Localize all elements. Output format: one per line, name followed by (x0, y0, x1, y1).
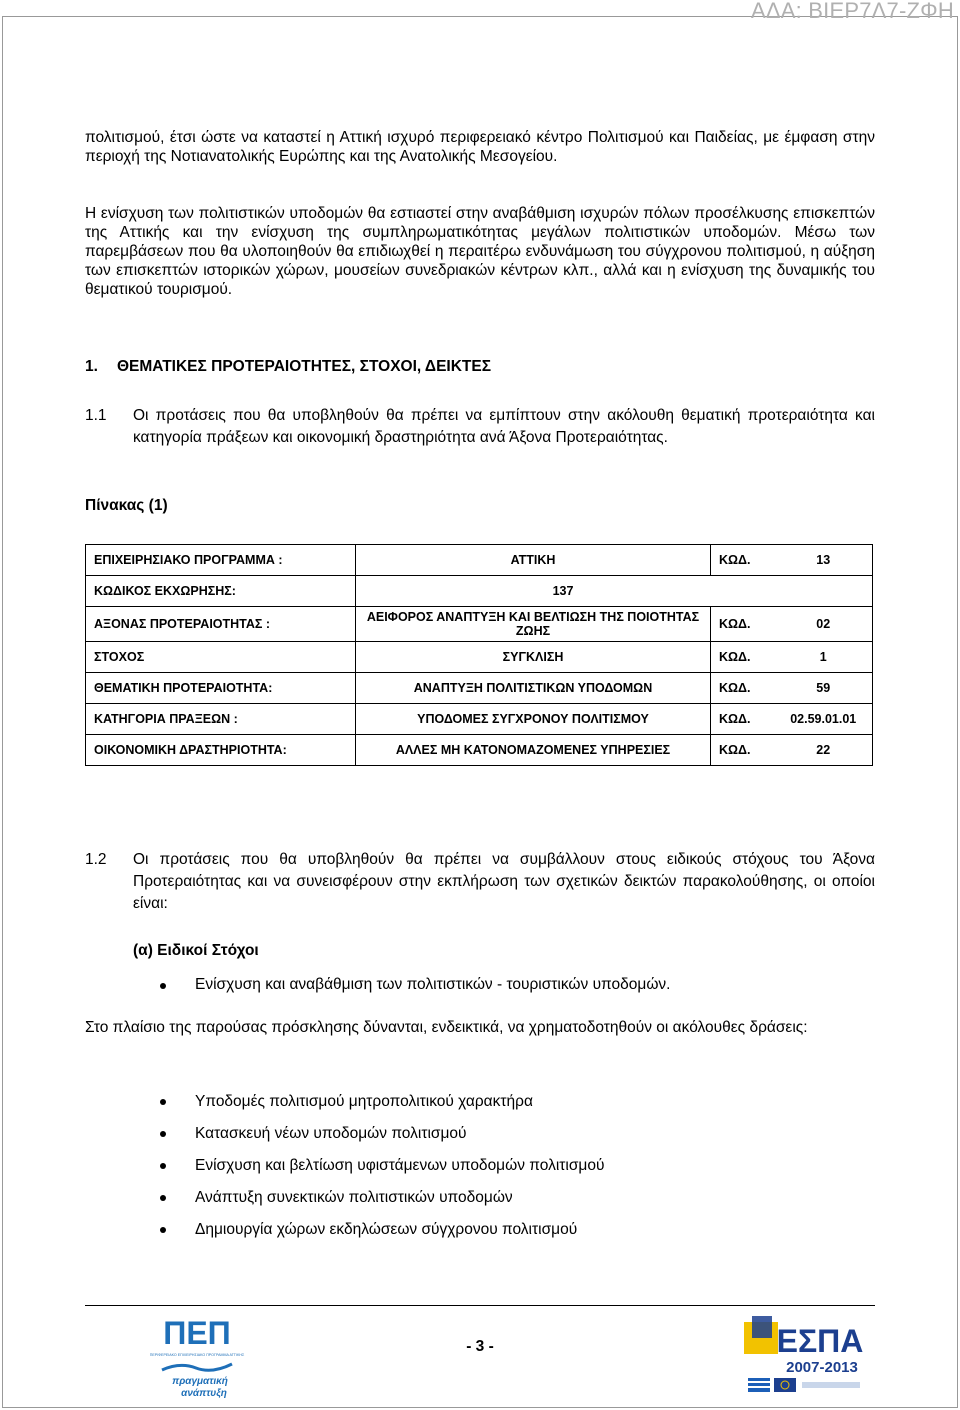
row-value: ΣΥΓΚΛΙΣΗ (356, 642, 711, 673)
table-row (86, 607, 873, 642)
row-value: ΑΤΤΙΚΗ (356, 545, 711, 576)
kod-label: ΚΩΔ. (711, 704, 783, 735)
section-number: 1. (85, 358, 98, 375)
pep-logo-name: ΠΕΠ (163, 1315, 231, 1351)
intro-section-2 (85, 204, 875, 299)
actions-list (160, 1092, 604, 1239)
row-code: 22 (783, 735, 873, 766)
row-value: ΑΕΙΦΟΡΟΣ ΑΝΑΠΤΥΞΗ ΚΑΙ ΒΕΛΤΙΩΣΗ ΤΗΣ ΠΟΙΟΤΗΤΑΣ ΖΩΗΣ (356, 607, 711, 642)
intro-paragraph-2: Η ενίσχυση των πολιτιστικών υποδομών θα εστιαστεί στην αναβάθμιση ισχυρών πόλων προσέλκυσης επισκεπτών της Αττικής και την ενίσχυση της συμπληρωματικότητας μεγάλων πολιτιστικών υποδομών. Μέσω των παρεμβάσεων που θα υλοποιηθούν θα επιδιωχθεί η περαιτέρω ενδυνάμωση του σύγχρονου πολιτισμού, η αύξηση των επισκεπτών ιστορικών χώρων, μουσείων συνεδριακών κέντρων κλπ., αλλά και η ενίσχυση της δυναμικής του θεματικού τουρισμού. (85, 205, 875, 298)
item-1-1 (85, 405, 875, 449)
row-code: 59 (783, 673, 873, 704)
kod-label: ΚΩΔ. (711, 642, 783, 673)
pep-logo-tagline-1: πραγματική (172, 1376, 228, 1387)
list-item: Κατασκευή νέων υποδομών πολιτισμού (160, 1124, 604, 1143)
row-code: 13 (783, 545, 873, 576)
actions-intro: Στο πλαίσιο της παρούσας πρόσκλησης δύνανται, ενδεικτικά, να χρηματοδοτηθούν οι ακόλουθες δράσεις: (85, 1019, 808, 1036)
kod-label: ΚΩΔ. (711, 545, 783, 576)
item-1-1-text: Οι προτάσεις που θα υποβληθούν θα πρέπει να εμπίπτουν στην ακόλουθη θεματική προτεραιότητα και κατηγορία πράξεων και οικονομική δραστηριότητα ανά Άξονα Προτεραιότητας. (133, 407, 875, 446)
kod-label: ΚΩΔ. (711, 673, 783, 704)
item-1-2-text: Οι προτάσεις που θα υποβληθούν θα πρέπει να συμβάλλουν στους ειδικούς στόχους του Άξονα Προτεραιότητας και να συνεισφέρουν στην εκπλήρωση των σχετικών δεικτών παρακολούθησης, οι οποίοι είναι: (133, 851, 875, 912)
specific-goals-list (160, 976, 670, 994)
row-code: 02 (783, 607, 873, 642)
table-row (86, 704, 873, 735)
specific-goals-heading: (α) Ειδικοί Στόχοι (133, 942, 259, 959)
actions-intro-block (85, 1017, 875, 1039)
item-1-2-number: 1.2 (85, 851, 107, 868)
intro-paragraph-1: πολιτισμού, έτσι ώστε να καταστεί η Αττική ισχυρό περιφερειακό κέντρο Πολιτισμού και Παιδείας, με έμφαση στην περιοχή της Νοτιανατολικής Ευρώπης και της Ανατολικής Μεσογείου. (85, 129, 875, 165)
row-value: ΥΠΟΔΟΜΕΣ ΣΥΓΧΡΟΝΟΥ ΠΟΛΙΤΙΣΜΟΥ (356, 704, 711, 735)
section-heading (85, 358, 491, 376)
list-item: Ενίσχυση και βελτίωση υφιστάμενων υποδομών πολιτισμού (160, 1156, 604, 1175)
table-row (86, 576, 873, 607)
kod-label: ΚΩΔ. (711, 735, 783, 766)
row-label: ΕΠΙΧΕΙΡΗΣΙΑΚΟ ΠΡΟΓΡΑΜΜΑ : (86, 545, 356, 576)
table-row (86, 642, 873, 673)
pep-logo (149, 1312, 245, 1402)
row-value: 137 (356, 576, 873, 607)
footer-divider (85, 1305, 875, 1306)
row-label: ΟΙΚΟΝΟΜΙΚΗ ΔΡΑΣΤΗΡΙΟΤΗΤΑ: (86, 735, 356, 766)
row-label: ΘΕΜΑΤΙΚΗ ΠΡΟΤΕΡΑΙΟΤΗΤΑ: (86, 673, 356, 704)
row-value: ΑΝΑΠΤΥΞΗ ΠΟΛΙΤΙΣΤΙΚΩΝ ΥΠΟΔΟΜΩΝ (356, 673, 711, 704)
table-caption: Πίνακας (1) (85, 497, 168, 514)
table-row (86, 545, 873, 576)
list-item: Δημιουργία χώρων εκδηλώσεων σύγχρονου πολιτισμού (160, 1220, 604, 1239)
row-label: ΚΑΤΗΓΟΡΙΑ ΠΡΑΞΕΩΝ : (86, 704, 356, 735)
pep-logo-small-text: ΠΕΡΙΦΕΡΕΙΑΚΟ ΕΠΙΧΕΙΡΗΣΙΑΚΟ ΠΡΟΓΡΑΜΜΑ ΑΤΤΙΚΗΣ (149, 1353, 245, 1357)
row-code: 1 (783, 642, 873, 673)
page-number: - 3 - (466, 1338, 494, 1355)
list-item: Ανάπτυξη συνεκτικών πολιτιστικών υποδομών (160, 1188, 604, 1207)
intro-section (85, 128, 875, 166)
section-title: ΘΕΜΑΤΙΚΕΣ ΠΡΟΤΕΡΑΙΟΤΗΤΕΣ, ΣΤΟΧΟΙ, ΔΕΙΚΤΕΣ (117, 358, 492, 375)
row-label: ΚΩΔΙΚΟΣ ΕΚΧΩΡΗΣΗΣ: (86, 576, 356, 607)
table-row (86, 673, 873, 704)
espa-logo-period: 2007-2013 (786, 1359, 858, 1376)
row-code: 02.59.01.01 (783, 704, 873, 735)
pep-logo-tagline-2: ανάπτυξη (181, 1388, 227, 1399)
table-row (86, 735, 873, 766)
espa-logo-name: ΕΣΠΑ (776, 1323, 864, 1359)
info-table (85, 544, 873, 766)
row-label: ΣΤΟΧΟΣ (86, 642, 356, 673)
kod-label: ΚΩΔ. (711, 607, 783, 642)
list-item: Ενίσχυση και αναβάθμιση των πολιτιστικών - τουριστικών υποδομών. (160, 976, 670, 994)
item-1-2 (85, 849, 875, 915)
ada-code: ΑΔΑ: ΒΙΕΡ7Λ7-ΖΦΗ (751, 0, 954, 23)
item-1-1-number: 1.1 (85, 407, 107, 424)
row-label: ΑΞΟΝΑΣ ΠΡΟΤΕΡΑΙΟΤΗΤΑΣ : (86, 607, 356, 642)
espa-logo (742, 1312, 864, 1402)
row-value: ΑΛΛΕΣ ΜΗ ΚΑΤΟΝΟΜΑΖΟΜΕΝΕΣ ΥΠΗΡΕΣΙΕΣ (356, 735, 711, 766)
list-item: Υποδομές πολιτισμού μητροπολιτικού χαρακτήρα (160, 1092, 604, 1111)
